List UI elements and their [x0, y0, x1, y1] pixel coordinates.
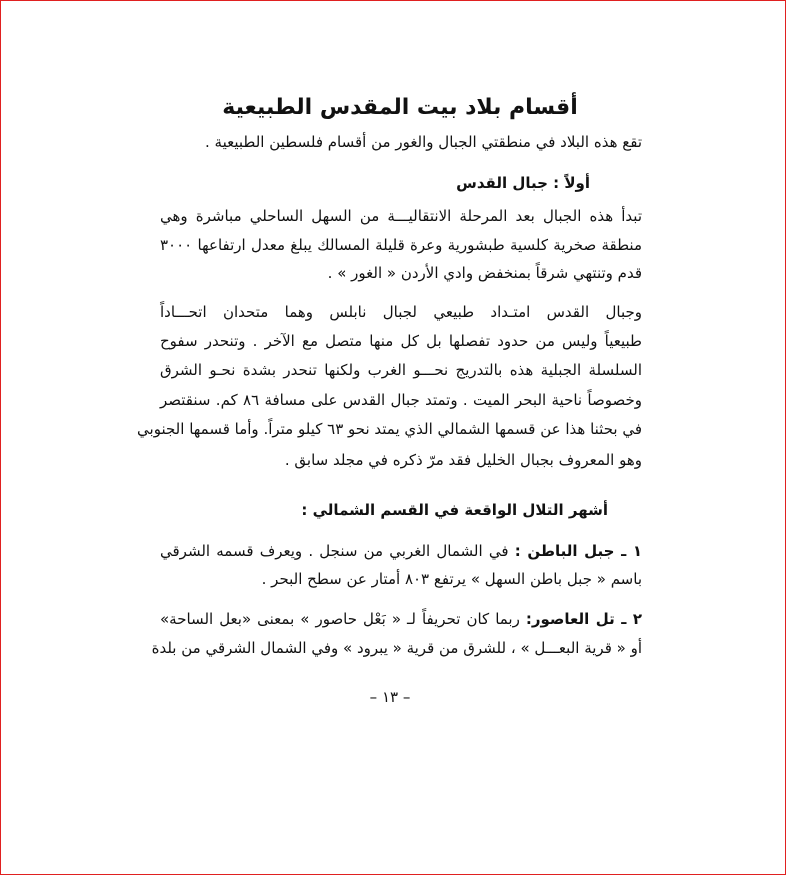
section-heading: أولاً : جبال القدس — [456, 174, 590, 192]
item-name: ٢ ـ تل العاصور: — [525, 610, 642, 628]
paragraph-line: وخصوصاً ناحية البحر الميت . وتمتد جبال القدس على مسافة ٨٦ كم. سنقتصر — [160, 391, 642, 409]
paragraph-line: طبيعياً وليس من حدود تفصلها بل كل منها متصل مع الآخر . وتنحدر سفوح — [160, 332, 642, 350]
paragraph-line: في بحثنا هذا عن قسمها الشمالي الذي يمتد نحو ٦٣ كيلو متراً. وأما قسمها الجنوبي — [137, 420, 642, 438]
paragraph-line: منطقة صخرية كلسية طبشورية وعرة قليلة المسالك يبلغ معدل ارتفاعها ٣٠٠٠ — [160, 236, 642, 254]
item-text: ربما كان تحريفاً لـ « بَعْل حاصور » بمعنى «بعل الساحة» — [160, 610, 520, 628]
list-item-line — [160, 608, 642, 630]
paragraph-line: وهو المعروف بجبال الخليل فقد مرّ ذكره في مجلد سابق . — [284, 451, 642, 469]
paragraph-line: تبدأ هذه الجبال بعد المرحلة الانتقاليـــة من السهل الساحلي مباشرة وهي — [160, 207, 642, 225]
paragraph-line: وجبال القدس امتـداد طبيعي لجبال نابلس وهما متحدان اتحـــاداً — [160, 303, 642, 321]
list-item-line — [160, 540, 642, 562]
list-item-line: باسم « جبل باطن السهل » يرتفع ٨٠٣ أمتار عن سطح البحر . — [261, 570, 642, 588]
paragraph-line: قدم وتنتهي شرقاً بمنخفض وادي الأردن « الغور » . — [327, 264, 642, 282]
item-text: في الشمال الغربي من سنجل . ويعرف قسمه الشرقي — [160, 542, 509, 560]
intro-text: تقع هذه البلاد في منطقتي الجبال والغور من أقسام فلسطين الطبيعية . — [205, 133, 642, 151]
item-name: ١ ـ جبل الباطن : — [514, 542, 642, 560]
paragraph-line: السلسلة الجبلية هذه بالتدريج نحـــو الغرب ولكنها تنحدر بشدة نحـو الشرق — [160, 361, 642, 379]
page-number: – ١٣ – — [369, 688, 411, 706]
tells-heading: أشهر التلال الواقعة في القسم الشمالي : — [301, 501, 608, 519]
list-item-line: أو « قرية البعـــل » ، للشرق من قرية « يبرود » وفي الشمال الشرقي من بلدة — [151, 639, 642, 657]
page-title: أقسام بلاد بيت المقدس الطبيعية — [222, 95, 578, 120]
